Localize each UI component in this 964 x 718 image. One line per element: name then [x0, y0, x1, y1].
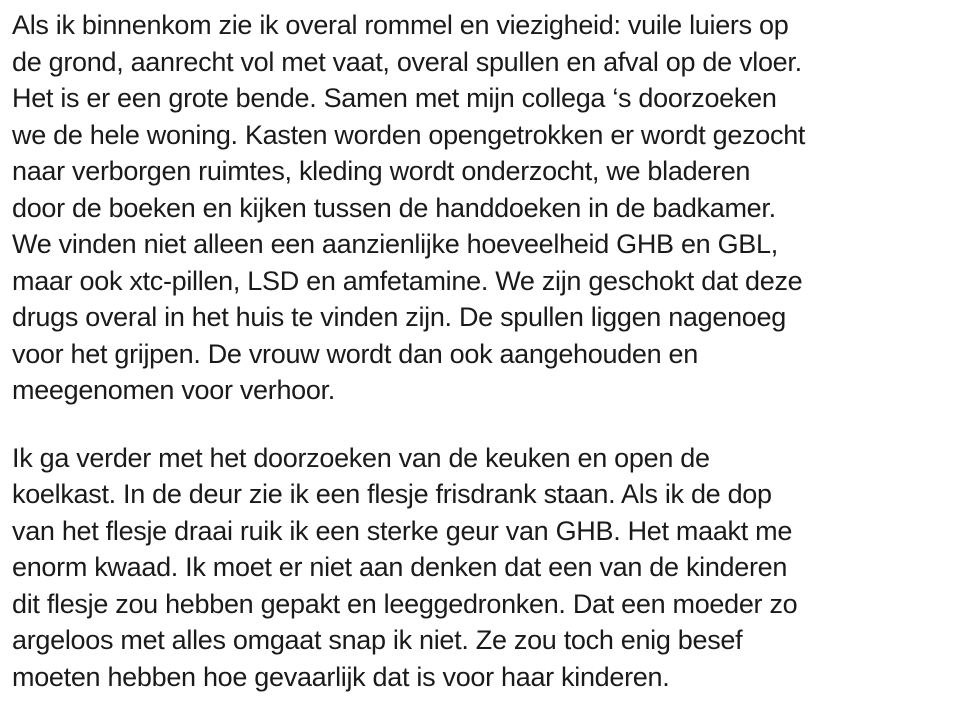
text-line: We vinden niet alleen een aanzienlijke hoeveelheid GHB en GBL, — [12, 229, 778, 259]
text-line: Als ik binnenkom zie ik overal rommel en viezigheid: vuile luiers op — [12, 10, 789, 40]
text-line: moeten hebben hoe gevaarlijk dat is voor haar kinderen. — [12, 661, 670, 692]
text-line: voor het grijpen. De vrouw wordt dan ook aangehouden en — [12, 338, 698, 369]
text-line: naar verborgen ruimtes, kleding wordt onderzocht, we bladeren — [12, 156, 751, 186]
paragraph-container — [12, 7, 954, 695]
text-line: Ik ga verder met het doorzoeken van de keuken en open de — [12, 442, 710, 473]
text-line: meegenomen voor verhoor. — [12, 375, 335, 405]
text-line: de grond, aanrecht vol met vaat, overal spullen en afval op de vloer. — [12, 46, 802, 77]
paragraph — [12, 7, 954, 409]
text-line: dit flesje zou hebben gepakt en leeggedronken. Dat een moeder zo — [12, 588, 798, 619]
text-line: koelkast. In de deur zie ik een flesje frisdrank staan. Als ik de dop — [12, 479, 772, 509]
text-line: we de hele woning. Kasten worden opengetrokken er wordt gezocht — [12, 119, 806, 150]
paragraph — [12, 440, 954, 696]
text-line: enorm kwaad. Ik moet er niet aan denken dat een van de kinderen — [12, 552, 788, 582]
text-line: maar ook xtc-pillen, LSD en amfetamine. We zijn geschokt dat deze — [12, 265, 803, 296]
text-line: drugs overal in het huis te vinden zijn. De spullen liggen nagenoeg — [12, 302, 786, 332]
text-line: argeloos met alles omgaat snap ik niet. Ze zou toch enig besef — [12, 625, 743, 655]
text-line: Het is er een grote bende. Samen met mijn collega ‘s doorzoeken — [12, 83, 777, 113]
text-line: van het flesje draai ruik ik een sterke geur van GHB. Het maakt me — [12, 515, 793, 546]
text-line: door de boeken en kijken tussen de handdoeken in de badkamer. — [12, 192, 776, 223]
